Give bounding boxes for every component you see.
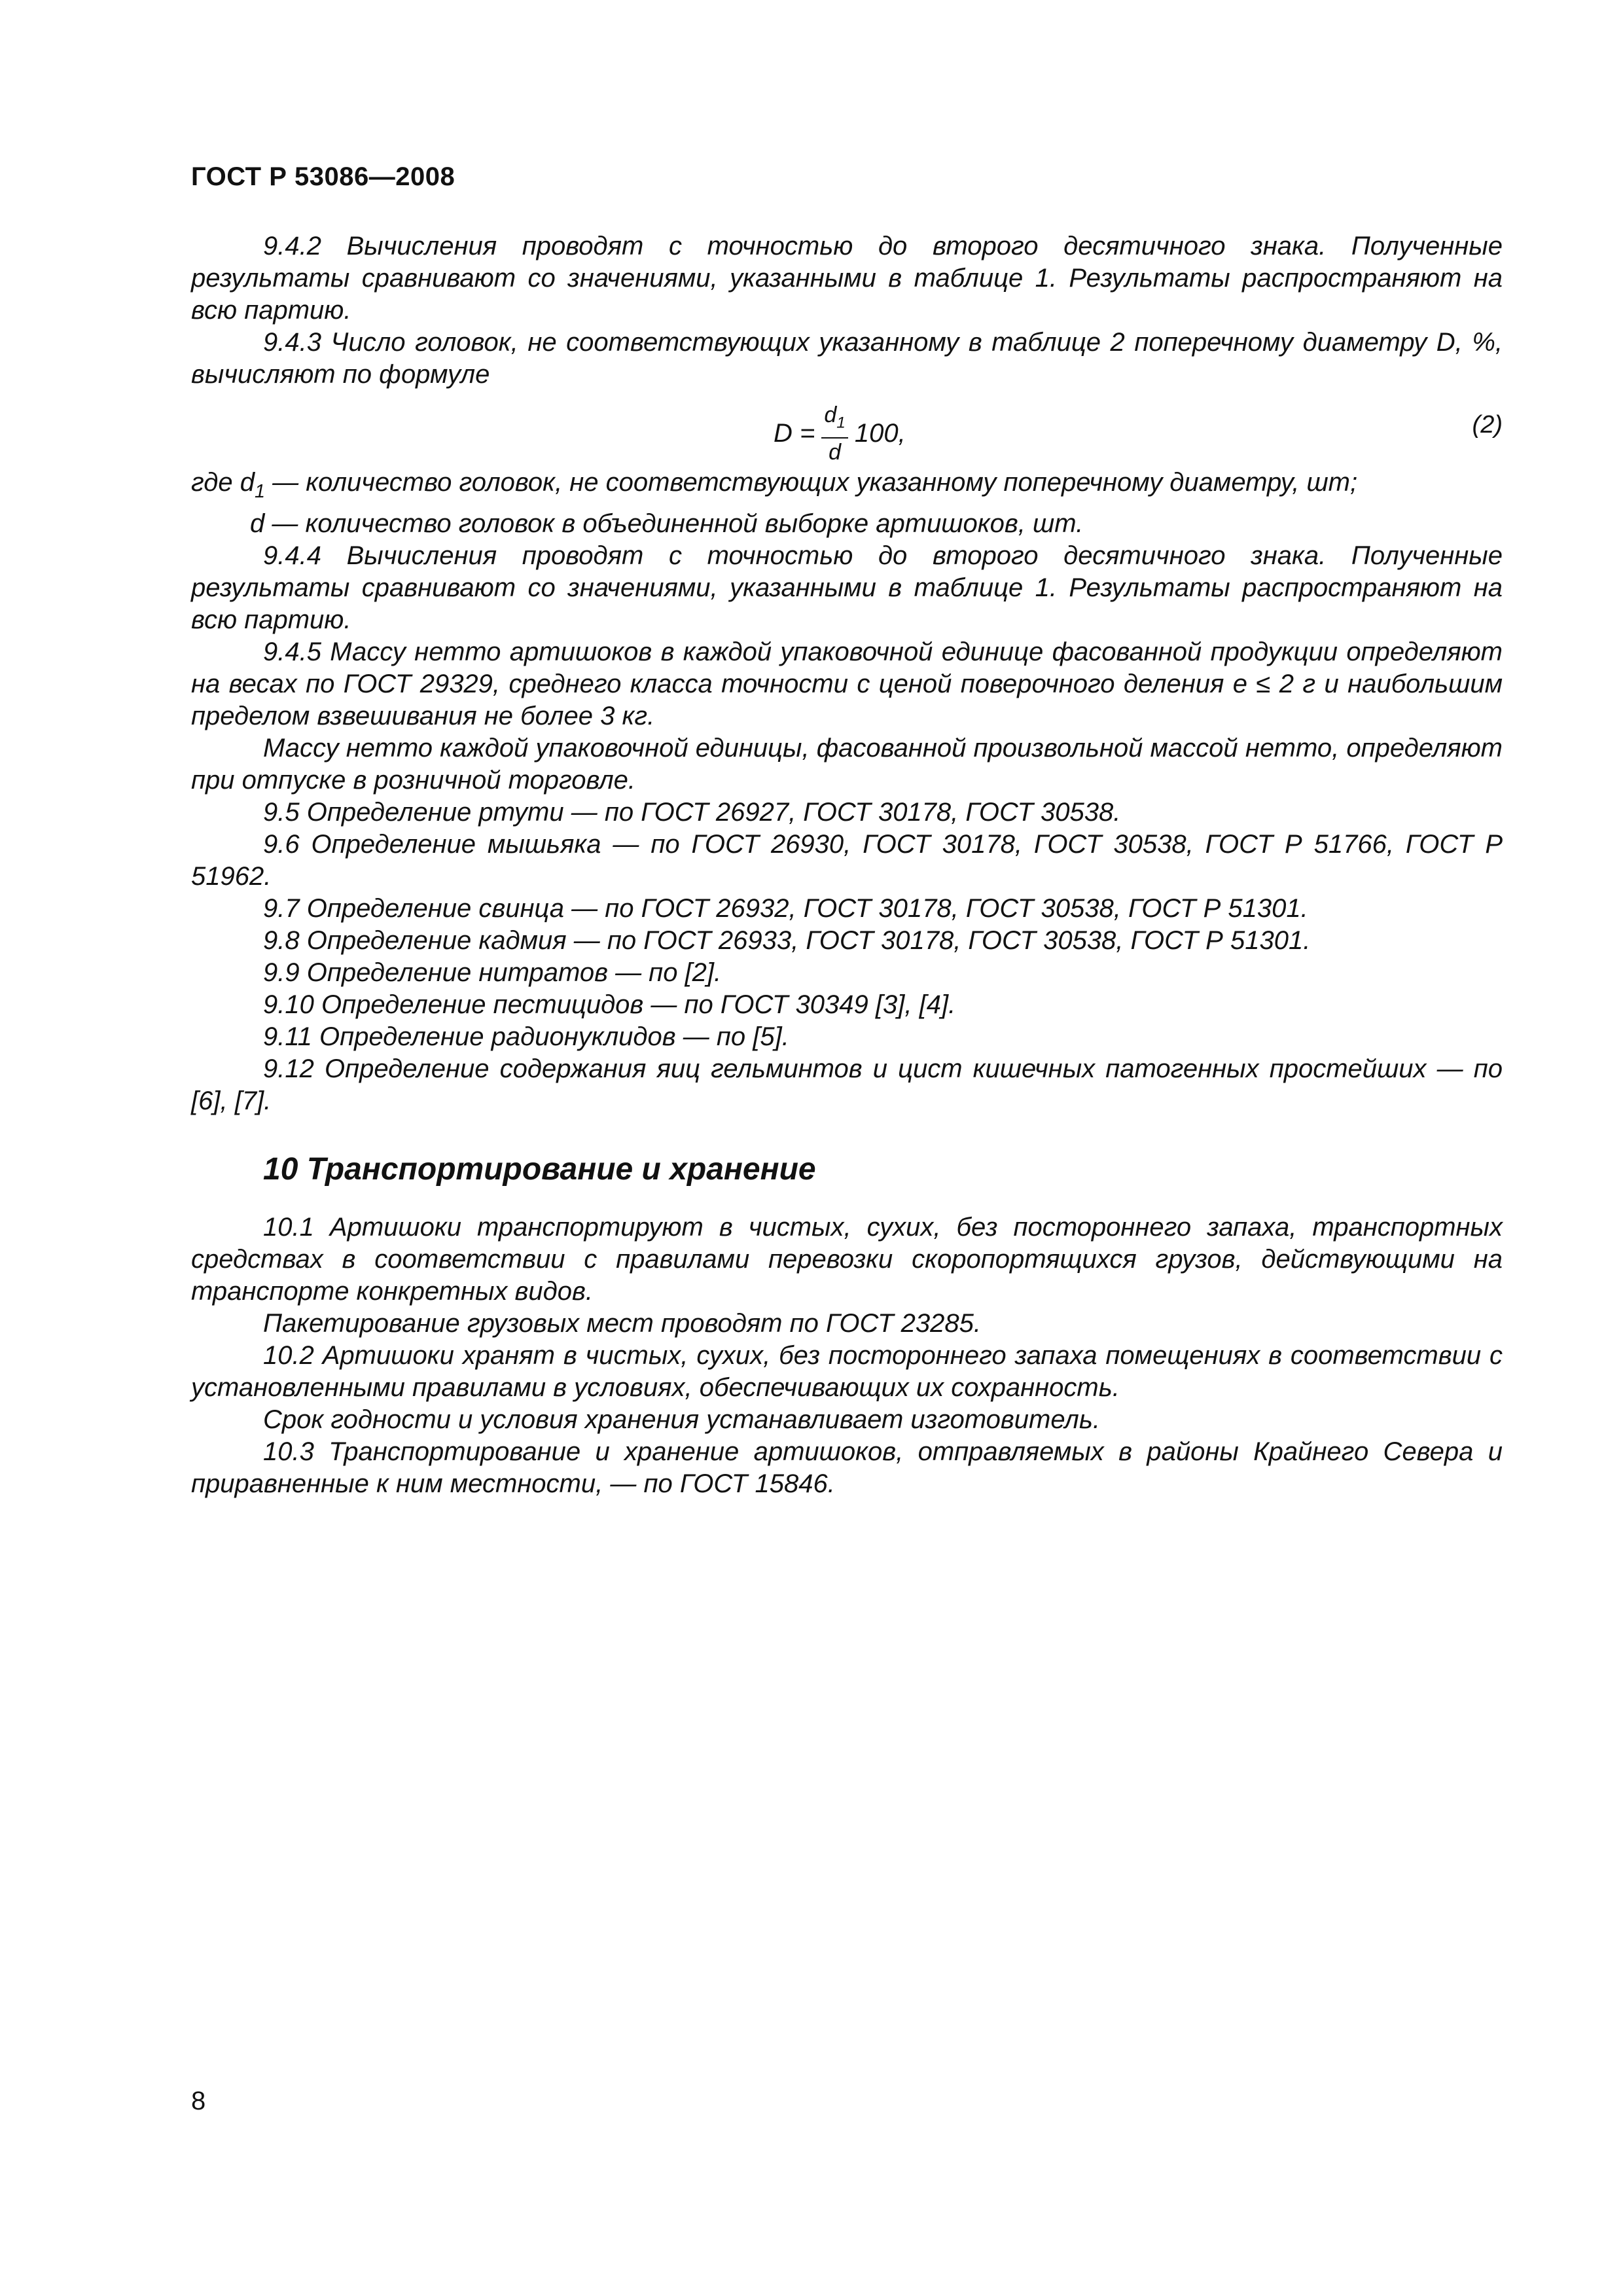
- paragraph-9-4-3: 9.4.3 Число головок, не соответствующих указанному в таблице 2 поперечному диаметру D, %, вычисляют по формуле: [191, 328, 1503, 389]
- paragraph-9-5: 9.5 Определение ртути — по ГОСТ 26927, ГОСТ 30178, ГОСТ 30538.: [263, 798, 1121, 827]
- document-header: ГОСТ Р 53086—2008: [191, 162, 455, 191]
- where-subscript: 1: [255, 481, 266, 503]
- formula-rhs: 100,: [854, 418, 906, 448]
- section-10-heading: 10 Транспортирование и хранение: [263, 1152, 816, 1187]
- formula-denominator: d: [829, 439, 842, 465]
- where-definition-1: — количество головок, не соответствующих указанному поперечному диаметру, шт;: [265, 468, 1358, 497]
- page-number: 8: [191, 2087, 206, 2115]
- paragraph-9-4-5: 9.4.5 Массу нетто артишоков в каждой упаковочной единице фасованной продукции определяют на весах по ГОСТ 29329, среднего класса точности с ценой поверочного деления е ≤ 2 г и наибольшим пределом взвешивания не более 3 кг.: [191, 637, 1503, 731]
- paragraph-9-12: 9.12 Определение содержания яиц гельминтов и цист кишечных патогенных простейших — по [6], [7].: [191, 1054, 1503, 1116]
- paragraph-9-9: 9.9 Определение нитратов — по [2].: [263, 958, 722, 988]
- paragraph-9-6: 9.6 Определение мышьяка — по ГОСТ 26930, ГОСТ 30178, ГОСТ 30538, ГОСТ Р 51766, ГОСТ Р 51962.: [191, 830, 1503, 891]
- formula-lhs: D =: [774, 418, 815, 448]
- numerator-subscript: 1: [836, 414, 846, 432]
- paragraph-palletizing: Пакетирование грузовых мест проводят по ГОСТ 23285.: [263, 1309, 981, 1338]
- paragraph-9-11: 9.11 Определение радионуклидов — по [5].: [263, 1022, 789, 1052]
- paragraph-10-1: 10.1 Артишоки транспортируют в чистых, сухих, без постороннего запаха, транспортных средствах в соответствии с правилами перевозки скоропортящихся грузов, действующими на транспорте конкретных видов.: [191, 1213, 1503, 1306]
- paragraph-net-mass: Массу нетто каждой упаковочной единицы, фасованной произвольной массой нетто, определяют при отпуске в розничной торговле.: [191, 734, 1503, 795]
- formula-fraction: [821, 403, 848, 465]
- formula: [774, 403, 906, 465]
- paragraph-9-8: 9.8 Определение кадмия — по ГОСТ 26933, ГОСТ 30178, ГОСТ 30538, ГОСТ Р 51301.: [263, 926, 1311, 956]
- paragraph-9-10: 9.10 Определение пестицидов — по ГОСТ 30349 [3], [4].: [263, 990, 956, 1020]
- paragraph-10-2: 10.2 Артишоки хранят в чистых, сухих, без постороннего запаха помещениях в соответствии с установленными правилами в условиях, обеспечивающих их сохранность.: [191, 1341, 1503, 1403]
- where-prefix: где d: [191, 468, 255, 497]
- where-line-2: d — количество головок в объединенной выборке артишоков, шт.: [250, 509, 1084, 539]
- paragraph-9-4-4: 9.4.4 Вычисления проводят с точностью до второго десятичного знака. Полученные результаты сравнивают со значениями, указанными в таблице 1. Результаты распространяют на всю партию.: [191, 541, 1503, 635]
- where-line-1: [191, 467, 1503, 508]
- formula-number: (2): [1472, 411, 1503, 439]
- formula-numerator: [821, 403, 848, 439]
- paragraph-9-4-2: 9.4.2 Вычисления проводят с точностью до второго десятичного знака. Полученные результаты сравнивают со значениями, указанными в таблице 1. Результаты распространяют на всю партию.: [191, 232, 1503, 325]
- formula-block: [191, 399, 1503, 467]
- paragraph-10-3: 10.3 Транспортирование и хранение артишоков, отправляемых в районы Крайнего Севера и приравненные к ним местности, — по ГОСТ 15846.: [191, 1437, 1503, 1499]
- paragraph-shelf-life: Срок годности и условия хранения устанавливает изготовитель.: [263, 1405, 1100, 1435]
- numerator-base: d: [824, 403, 837, 427]
- paragraph-9-7: 9.7 Определение свинца — по ГОСТ 26932, ГОСТ 30178, ГОСТ 30538, ГОСТ Р 51301.: [263, 894, 1308, 924]
- page-content: [191, 230, 1503, 1500]
